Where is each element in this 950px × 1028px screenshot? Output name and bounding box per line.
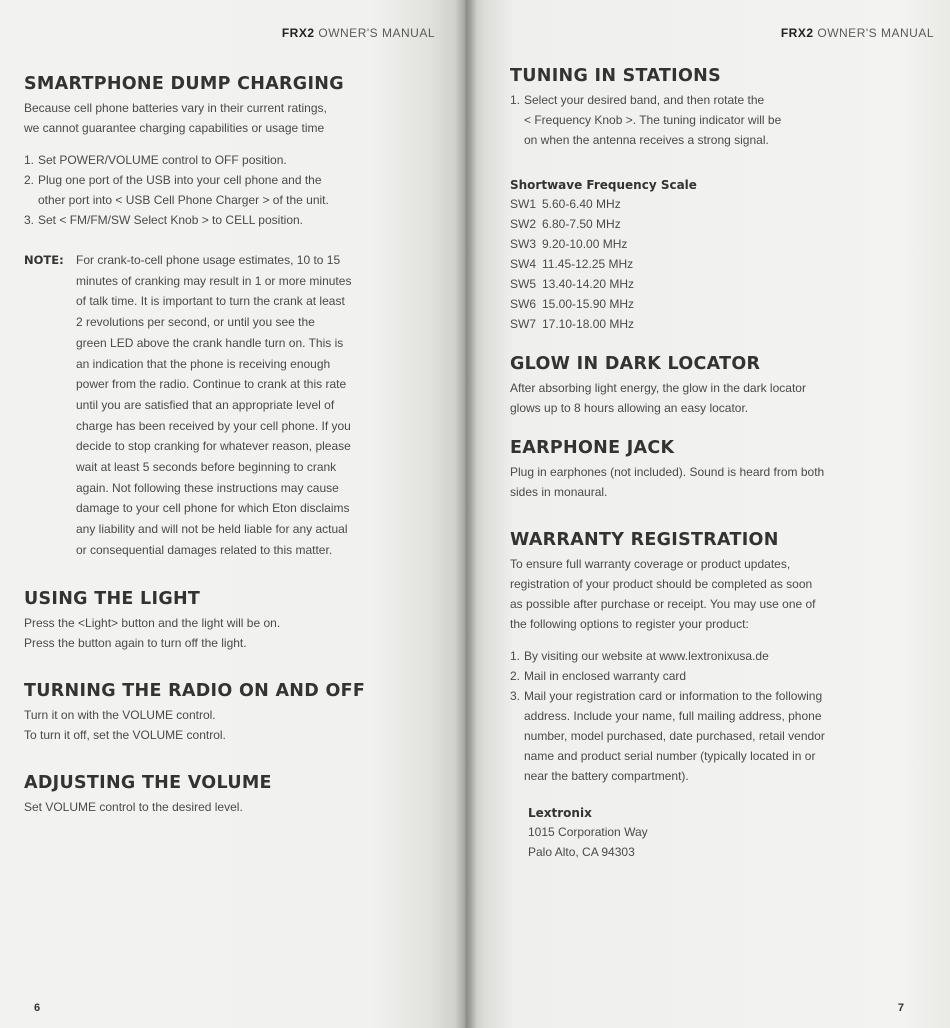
smartphone-steps: [24, 150, 424, 230]
band-label: SW1: [510, 197, 537, 211]
step-number: 2.: [24, 173, 35, 187]
left-page: [0, 0, 465, 1028]
using-light-heading: USING THE LIGHT: [24, 588, 201, 609]
warranty-intro-line: the following options to register your product:: [510, 617, 749, 631]
volume-line: Set VOLUME control to the desired level.: [24, 799, 243, 814]
band-range: 17.10-18.00 MHz: [542, 317, 635, 331]
step-text: Plug one port of the USB into your cell phone and the: [38, 173, 322, 187]
band-range: 13.40-14.20 MHz: [542, 277, 635, 291]
note-line: green LED above the crank handle turn on. This is: [76, 335, 344, 350]
note-line: charge has been received by your cell phone. If you: [76, 418, 351, 433]
step-text: on when the antenna receives a strong signal.: [524, 133, 769, 147]
book-gutter-shadow: [455, 0, 477, 1028]
step-text: Mail your registration card or information to the following: [524, 689, 823, 703]
warranty-step: [510, 686, 910, 786]
step-text: By visiting our website at www.lextronixusa.de: [524, 649, 769, 663]
warranty-intro-line: registration of your product should be completed as soon: [510, 577, 813, 591]
warranty-section: [510, 530, 910, 862]
right-head-text: OWNER'S MANUAL: [817, 26, 934, 40]
note-line: power from the radio. Continue to crank at this rate: [76, 377, 347, 392]
radio-onoff-heading: TURNING THE RADIO ON AND OFF: [24, 680, 366, 701]
right-content: [510, 66, 910, 862]
right-running-head: [781, 26, 934, 40]
tuning-section: [510, 66, 910, 150]
band-range: 9.20-10.00 MHz: [542, 237, 628, 251]
glow-line: After absorbing light energy, the glow in the dark locator: [510, 381, 806, 395]
smartphone-step: [24, 150, 424, 170]
note-line: again. Not following these instructions may cause: [76, 480, 339, 495]
band-range: 11.45-12.25 MHz: [542, 257, 634, 271]
band-label: SW6: [510, 297, 537, 311]
address-company: Lextronix: [528, 806, 592, 820]
band-range: 15.00-15.90 MHz: [542, 297, 635, 311]
mailing-address: [528, 806, 910, 862]
step-text: address. Include your name, full mailing address, phone: [524, 709, 822, 723]
warranty-intro-line: as possible after purchase or receipt. You may use one of: [510, 597, 816, 611]
note-line: of talk time. It is important to turn the crank at least: [76, 294, 345, 309]
step-text: Set POWER/VOLUME control to OFF position.: [38, 153, 287, 167]
note-line: any liability and will not be held liable for any actual: [76, 522, 348, 537]
radio-onoff-line: To turn it off, set the VOLUME control.: [24, 727, 226, 742]
warranty-heading: WARRANTY REGISTRATION: [510, 530, 779, 550]
adjusting-volume-heading: ADJUSTING THE VOLUME: [24, 772, 272, 793]
frequency-row: [510, 294, 910, 314]
frequency-row: [510, 274, 910, 294]
glow-line: glows up to 8 hours allowing an easy locator.: [510, 401, 749, 415]
warranty-step: [510, 666, 910, 686]
warranty-steps: [510, 646, 910, 786]
smartphone-charging-heading: SMARTPHONE DUMP CHARGING: [24, 74, 344, 94]
note-line: damage to your cell phone for which Eton disclaims: [76, 501, 350, 516]
smartphone-charging-section: [24, 74, 424, 561]
note-line: 2 revolutions per second, or until you see the: [76, 315, 315, 330]
note-line: For crank-to-cell phone usage estimates, 10 to 15: [76, 253, 341, 267]
left-head-brand: FRX2: [281, 26, 315, 40]
frequency-row: [510, 314, 910, 334]
frequency-row: [510, 214, 910, 234]
band-label: SW5: [510, 277, 537, 291]
right-page-number: 7: [897, 1002, 904, 1014]
using-light-section: [24, 589, 424, 653]
step-text: Select your desired band, and then rotate the: [524, 93, 765, 107]
smartphone-step: [24, 210, 424, 230]
step-number: 2.: [510, 669, 521, 683]
band-label: SW3: [510, 237, 537, 251]
radio-onoff-section: [24, 681, 424, 745]
earphone-jack-heading: EARPHONE JACK: [510, 438, 675, 458]
light-line: Press the button again to turn off the light.: [24, 635, 247, 650]
adjusting-volume-section: [24, 773, 424, 817]
frequency-row: [510, 194, 910, 214]
left-head-text: OWNER'S MANUAL: [318, 26, 435, 40]
tuning-heading: TUNING IN STATIONS: [510, 66, 721, 86]
step-number: 1.: [510, 649, 521, 663]
left-content: [24, 74, 424, 817]
step-number: 3.: [510, 689, 521, 703]
earphone-line: Plug in earphones (not included). Sound is heard from both: [510, 465, 825, 479]
band-label: SW2: [510, 217, 537, 231]
step-text: Set < FM/FM/SW Select Knob > to CELL position.: [38, 213, 304, 227]
step-text: Mail in enclosed warranty card: [524, 669, 687, 683]
radio-onoff-line: Turn it on with the VOLUME control.: [24, 707, 216, 722]
glow-locator-section: [510, 354, 910, 418]
band-label: SW4: [510, 257, 537, 271]
frequency-row: [510, 234, 910, 254]
step-text: name and product serial number (typically located in or: [524, 749, 816, 763]
warranty-intro-line: To ensure full warranty coverage or product updates,: [510, 557, 791, 571]
step-text: near the battery compartment).: [524, 769, 689, 783]
charging-note: [24, 250, 424, 561]
glow-locator-heading: GLOW IN DARK LOCATOR: [510, 354, 761, 374]
band-range: 6.80-7.50 MHz: [542, 217, 621, 231]
left-running-head: [282, 26, 435, 40]
shortwave-scale-heading: Shortwave Frequency Scale: [510, 178, 697, 192]
light-line: Press the <Light> button and the light will be on.: [24, 615, 281, 630]
tuning-steps: [510, 90, 910, 150]
note-line: until you are satisfied that an appropriate level of: [76, 397, 335, 412]
note-line: or consequential damages related to this matter.: [76, 542, 333, 557]
note-line: decide to stop cranking for whatever reason, please: [76, 439, 351, 454]
frequency-row: [510, 254, 910, 274]
tuning-step: [510, 90, 910, 150]
address-city: Palo Alto, CA 94303: [528, 845, 635, 859]
note-line: an indication that the phone is receiving enough: [76, 356, 331, 371]
left-page-number: 6: [34, 1002, 41, 1014]
step-text: other port into < USB Cell Phone Charger > of the unit.: [38, 193, 329, 207]
note-line: wait at least 5 seconds before beginning to crank: [76, 460, 337, 475]
step-text: < Frequency Knob >. The tuning indicator will be: [524, 113, 782, 127]
band-label: SW7: [510, 317, 537, 331]
note-line: minutes of cranking may result in 1 or more minutes: [76, 273, 352, 288]
right-page: [465, 0, 950, 1028]
step-number: 1.: [510, 93, 521, 107]
earphone-line: sides in monaural.: [510, 485, 608, 499]
shortwave-scale-section: [510, 178, 910, 334]
address-street: 1015 Corporation Way: [528, 825, 648, 839]
right-head-brand: FRX2: [780, 26, 814, 40]
step-text: number, model purchased, date purchased, retail vendor: [524, 729, 825, 743]
step-number: 3.: [24, 213, 35, 227]
earphone-jack-section: [510, 438, 910, 502]
step-number: 1.: [24, 153, 35, 167]
note-label: NOTE:: [24, 253, 64, 267]
smartphone-intro-line: we cannot guarantee charging capabilities or usage time: [24, 121, 325, 135]
smartphone-step: [24, 170, 424, 210]
warranty-step: [510, 646, 910, 666]
smartphone-intro-line: Because cell phone batteries vary in their current ratings,: [24, 101, 327, 115]
band-range: 5.60-6.40 MHz: [542, 197, 621, 211]
